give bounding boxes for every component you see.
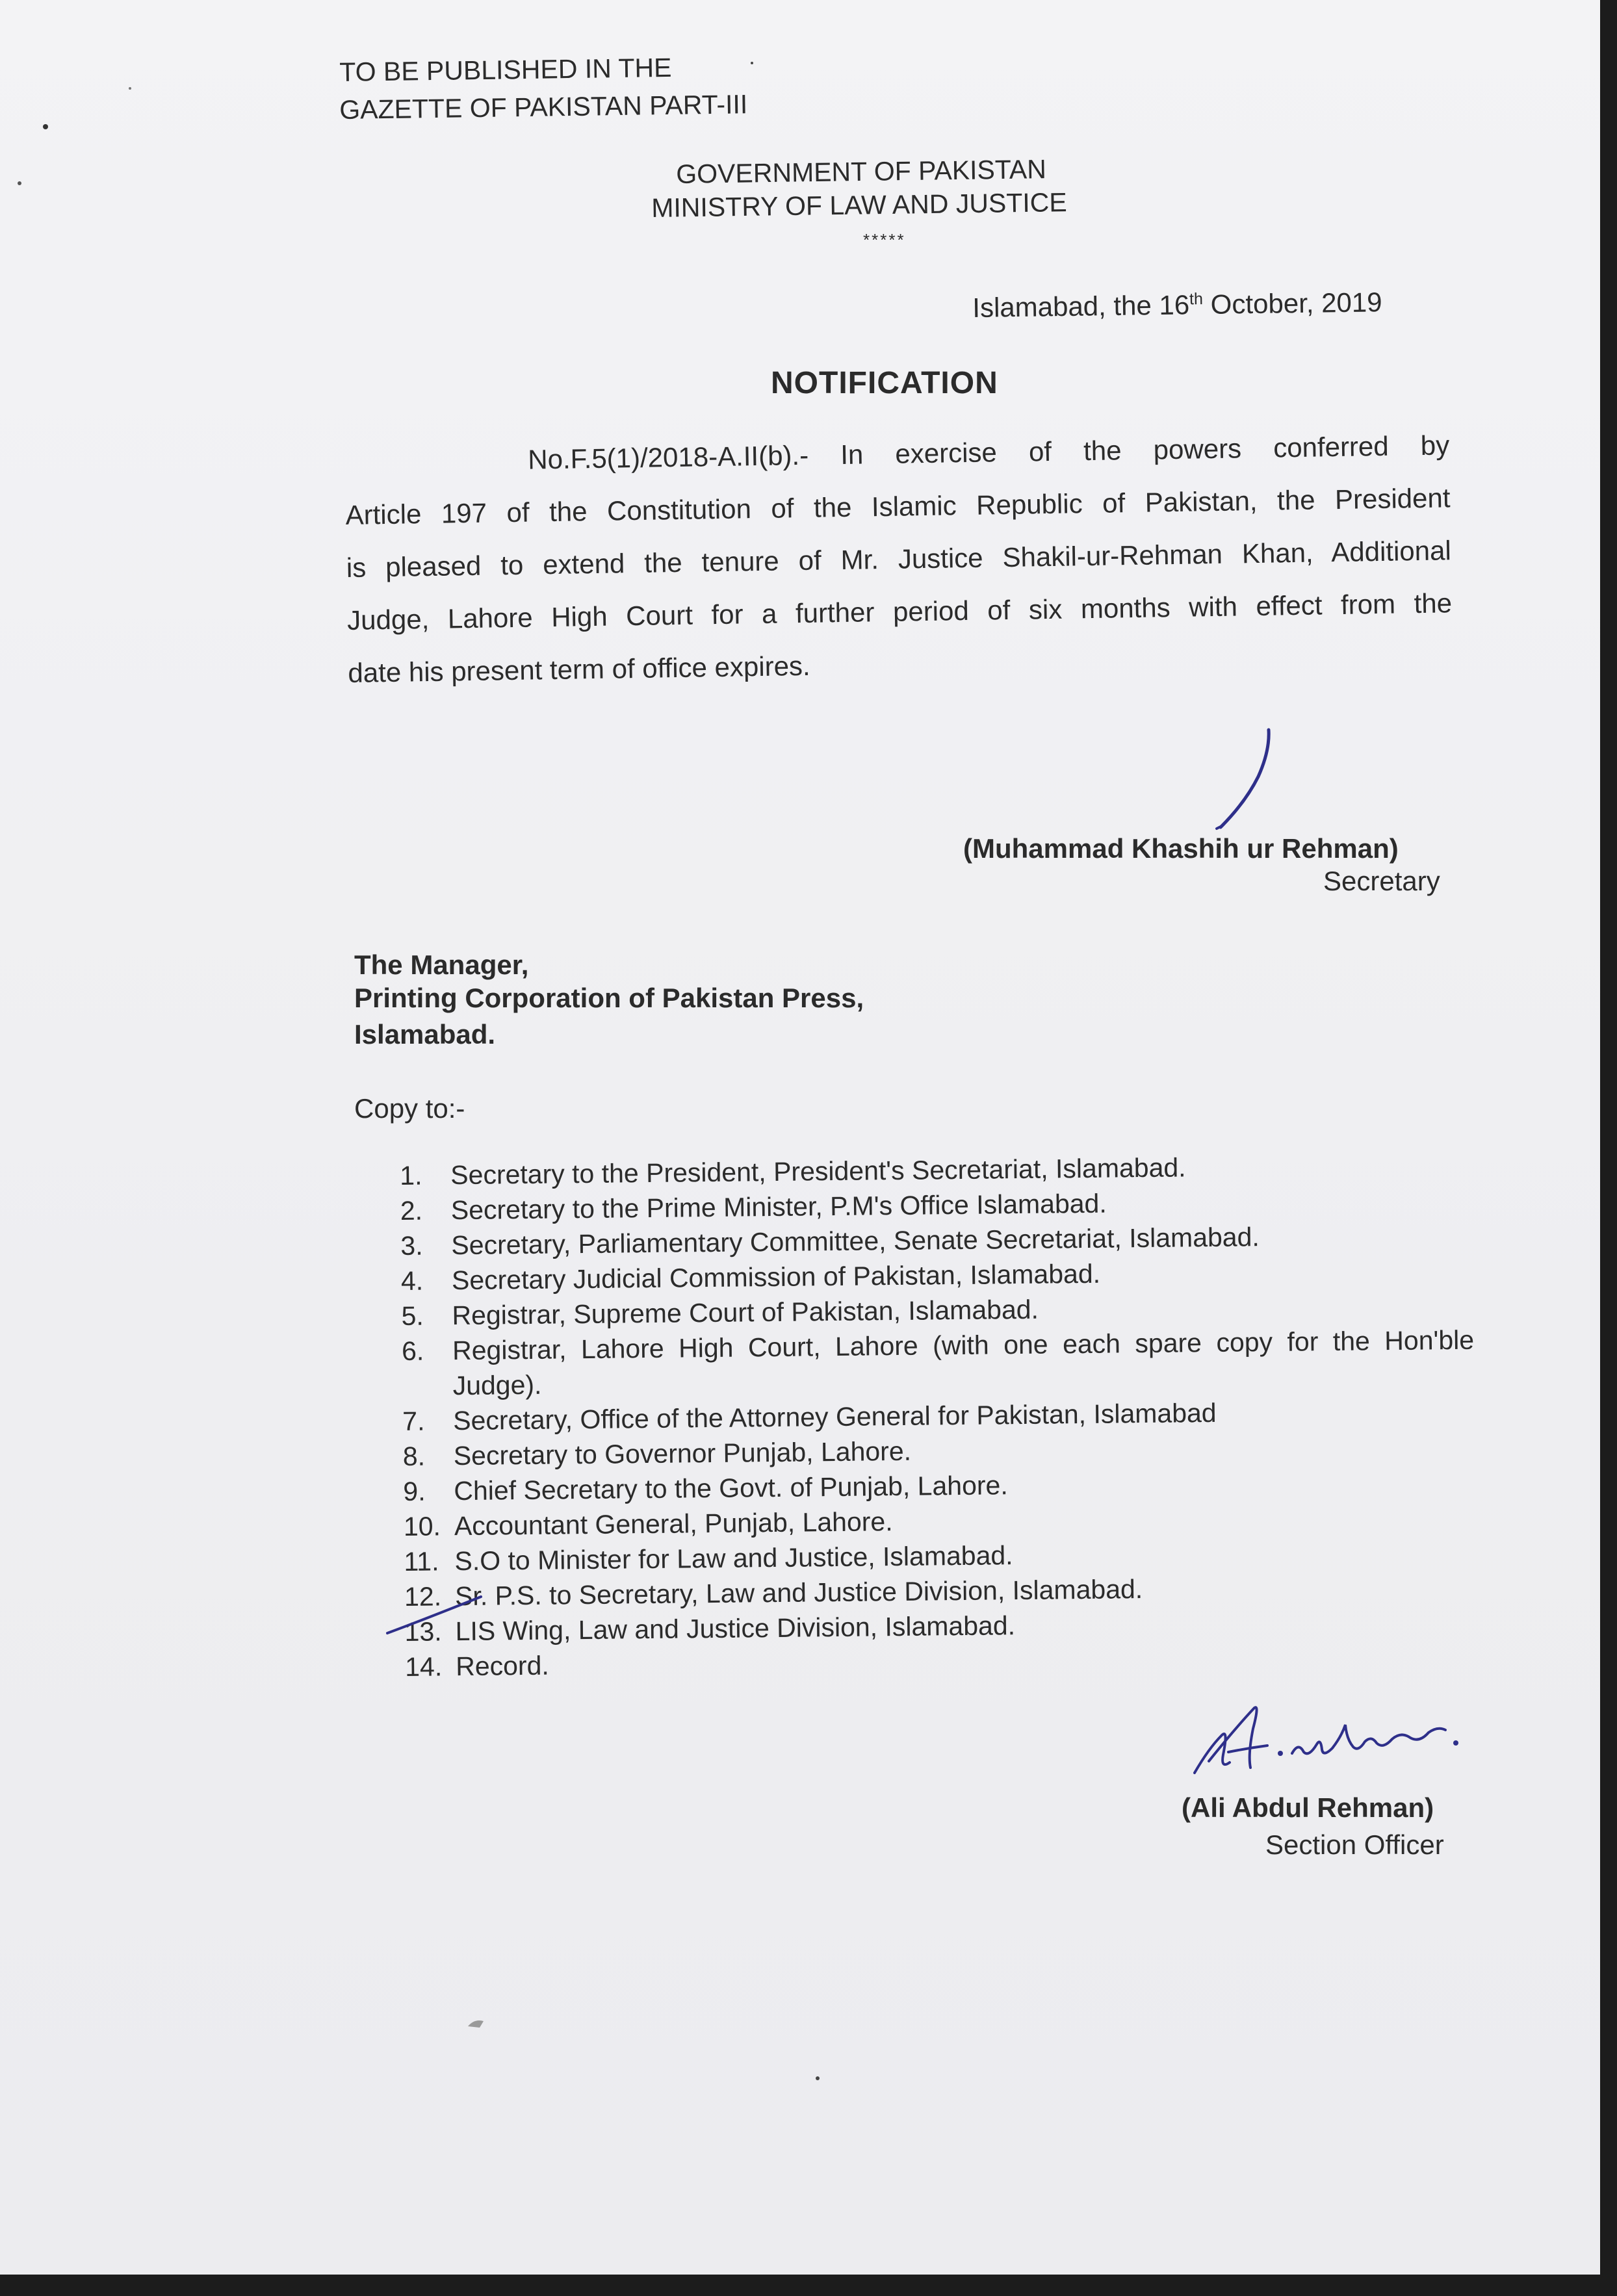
item-text: Registrar, Lahore High Court, Lahore (with one each spare copy for the Hon'ble Judge). (452, 1324, 1475, 1401)
item-text: Record. (455, 1650, 549, 1682)
secretary-signature (1202, 725, 1293, 835)
item-number: 9. (403, 1476, 426, 1506)
item-number: 3. (400, 1230, 423, 1261)
secretary-name: (Muhammad Khashih ur Rehman) (963, 833, 1399, 864)
copy-to-label: Copy to:- (354, 1093, 465, 1124)
section-officer-signature (1183, 1690, 1469, 1787)
separator-stars: ***** (863, 230, 906, 250)
date-prefix: Islamabad, the 16 (972, 289, 1190, 323)
item-text: Secretary to the President, President's Secretariat, Islamabad. (450, 1152, 1186, 1191)
scan-border-right (1600, 0, 1617, 2296)
item-number: 14. (404, 1651, 443, 1682)
item-text: Sr. P.S. to Secretary, Law and Justice Division, Islamabad. (454, 1574, 1143, 1612)
date-rest: October, 2019 (1202, 287, 1382, 320)
date-ordinal: th (1189, 290, 1204, 309)
addressee-line-3: Islamabad. (354, 1019, 496, 1050)
gazette-line-2: GAZETTE OF PAKISTAN PART-III (339, 89, 748, 125)
notification-body (344, 430, 1453, 710)
government-heading: GOVERNMENT OF PAKISTAN (676, 154, 1047, 189)
copy-to-list (400, 1147, 1477, 1684)
notification-title: NOTIFICATION (771, 366, 998, 400)
list-item (402, 1322, 1475, 1404)
body-line: date his present term of office expires. (348, 650, 811, 688)
item-number: 7. (402, 1406, 425, 1436)
section-officer-name: (Ali Abdul Rehman) (1182, 1792, 1434, 1823)
pen-strike-mark (383, 1589, 487, 1641)
body-line: Judge, Lahore High Court for a further period of six months with effect from the (346, 587, 1453, 636)
item-text: Secretary to the Prime Minister, P.M's Office Islamabad. (450, 1188, 1107, 1226)
addressee-line-1: The Manager, (354, 949, 529, 980)
ministry-heading: MINISTRY OF LAW AND JUSTICE (651, 187, 1067, 223)
item-number: 1. (400, 1160, 422, 1191)
addressee-line-2: Printing Corporation of Pakistan Press, (354, 983, 864, 1013)
item-number: 5. (401, 1300, 424, 1331)
item-number: 10. (403, 1511, 441, 1541)
body-line: Article 197 of the Constitution of the Islamic Republic of Pakistan, the President (345, 482, 1451, 530)
item-number: 13. (404, 1616, 442, 1647)
gazette-line-1: TO BE PUBLISHED IN THE (339, 52, 672, 87)
body-line: No.F.5(1)/2018-A.II(b).- In exercise of the powers conferred by (527, 430, 1450, 475)
section-officer-title: Section Officer (1265, 1829, 1444, 1860)
body-line: is pleased to extend the tenure of Mr. Justice Shakil-ur-Rehman Khan, Additional (346, 535, 1452, 583)
item-text: LIS Wing, Law and Justice Division, Islamabad. (455, 1610, 1016, 1647)
item-number: 8. (402, 1441, 426, 1471)
item-text: Secretary Judicial Commission of Pakistan, Islamabad. (451, 1258, 1101, 1296)
item-text: Secretary, Office of the Attorney General for Pakistan, Islamabad (452, 1397, 1217, 1436)
item-text: Accountant General, Punjab, Lahore. (454, 1506, 893, 1541)
item-number: 11. (404, 1546, 439, 1577)
item-text: Chief Secretary to the Govt. of Punjab, Lahore. (454, 1470, 1008, 1506)
item-number: 6. (401, 1335, 424, 1366)
secretary-title: Secretary (1323, 866, 1440, 896)
issue-date (972, 287, 1382, 324)
item-text: Secretary to Governor Punjab, Lahore. (453, 1436, 912, 1471)
item-number: 4. (400, 1265, 424, 1296)
item-text: S.O to Minister for Law and Justice, Islamabad. (454, 1540, 1013, 1577)
item-text: Registrar, Supreme Court of Pakistan, Islamabad. (452, 1294, 1039, 1331)
scan-border-bottom (0, 2275, 1617, 2296)
item-number: 2. (400, 1195, 423, 1226)
item-text: Secretary, Parliamentary Committee, Senate Secretariat, Islamabad. (451, 1222, 1260, 1261)
item-number: 12. (404, 1581, 442, 1612)
